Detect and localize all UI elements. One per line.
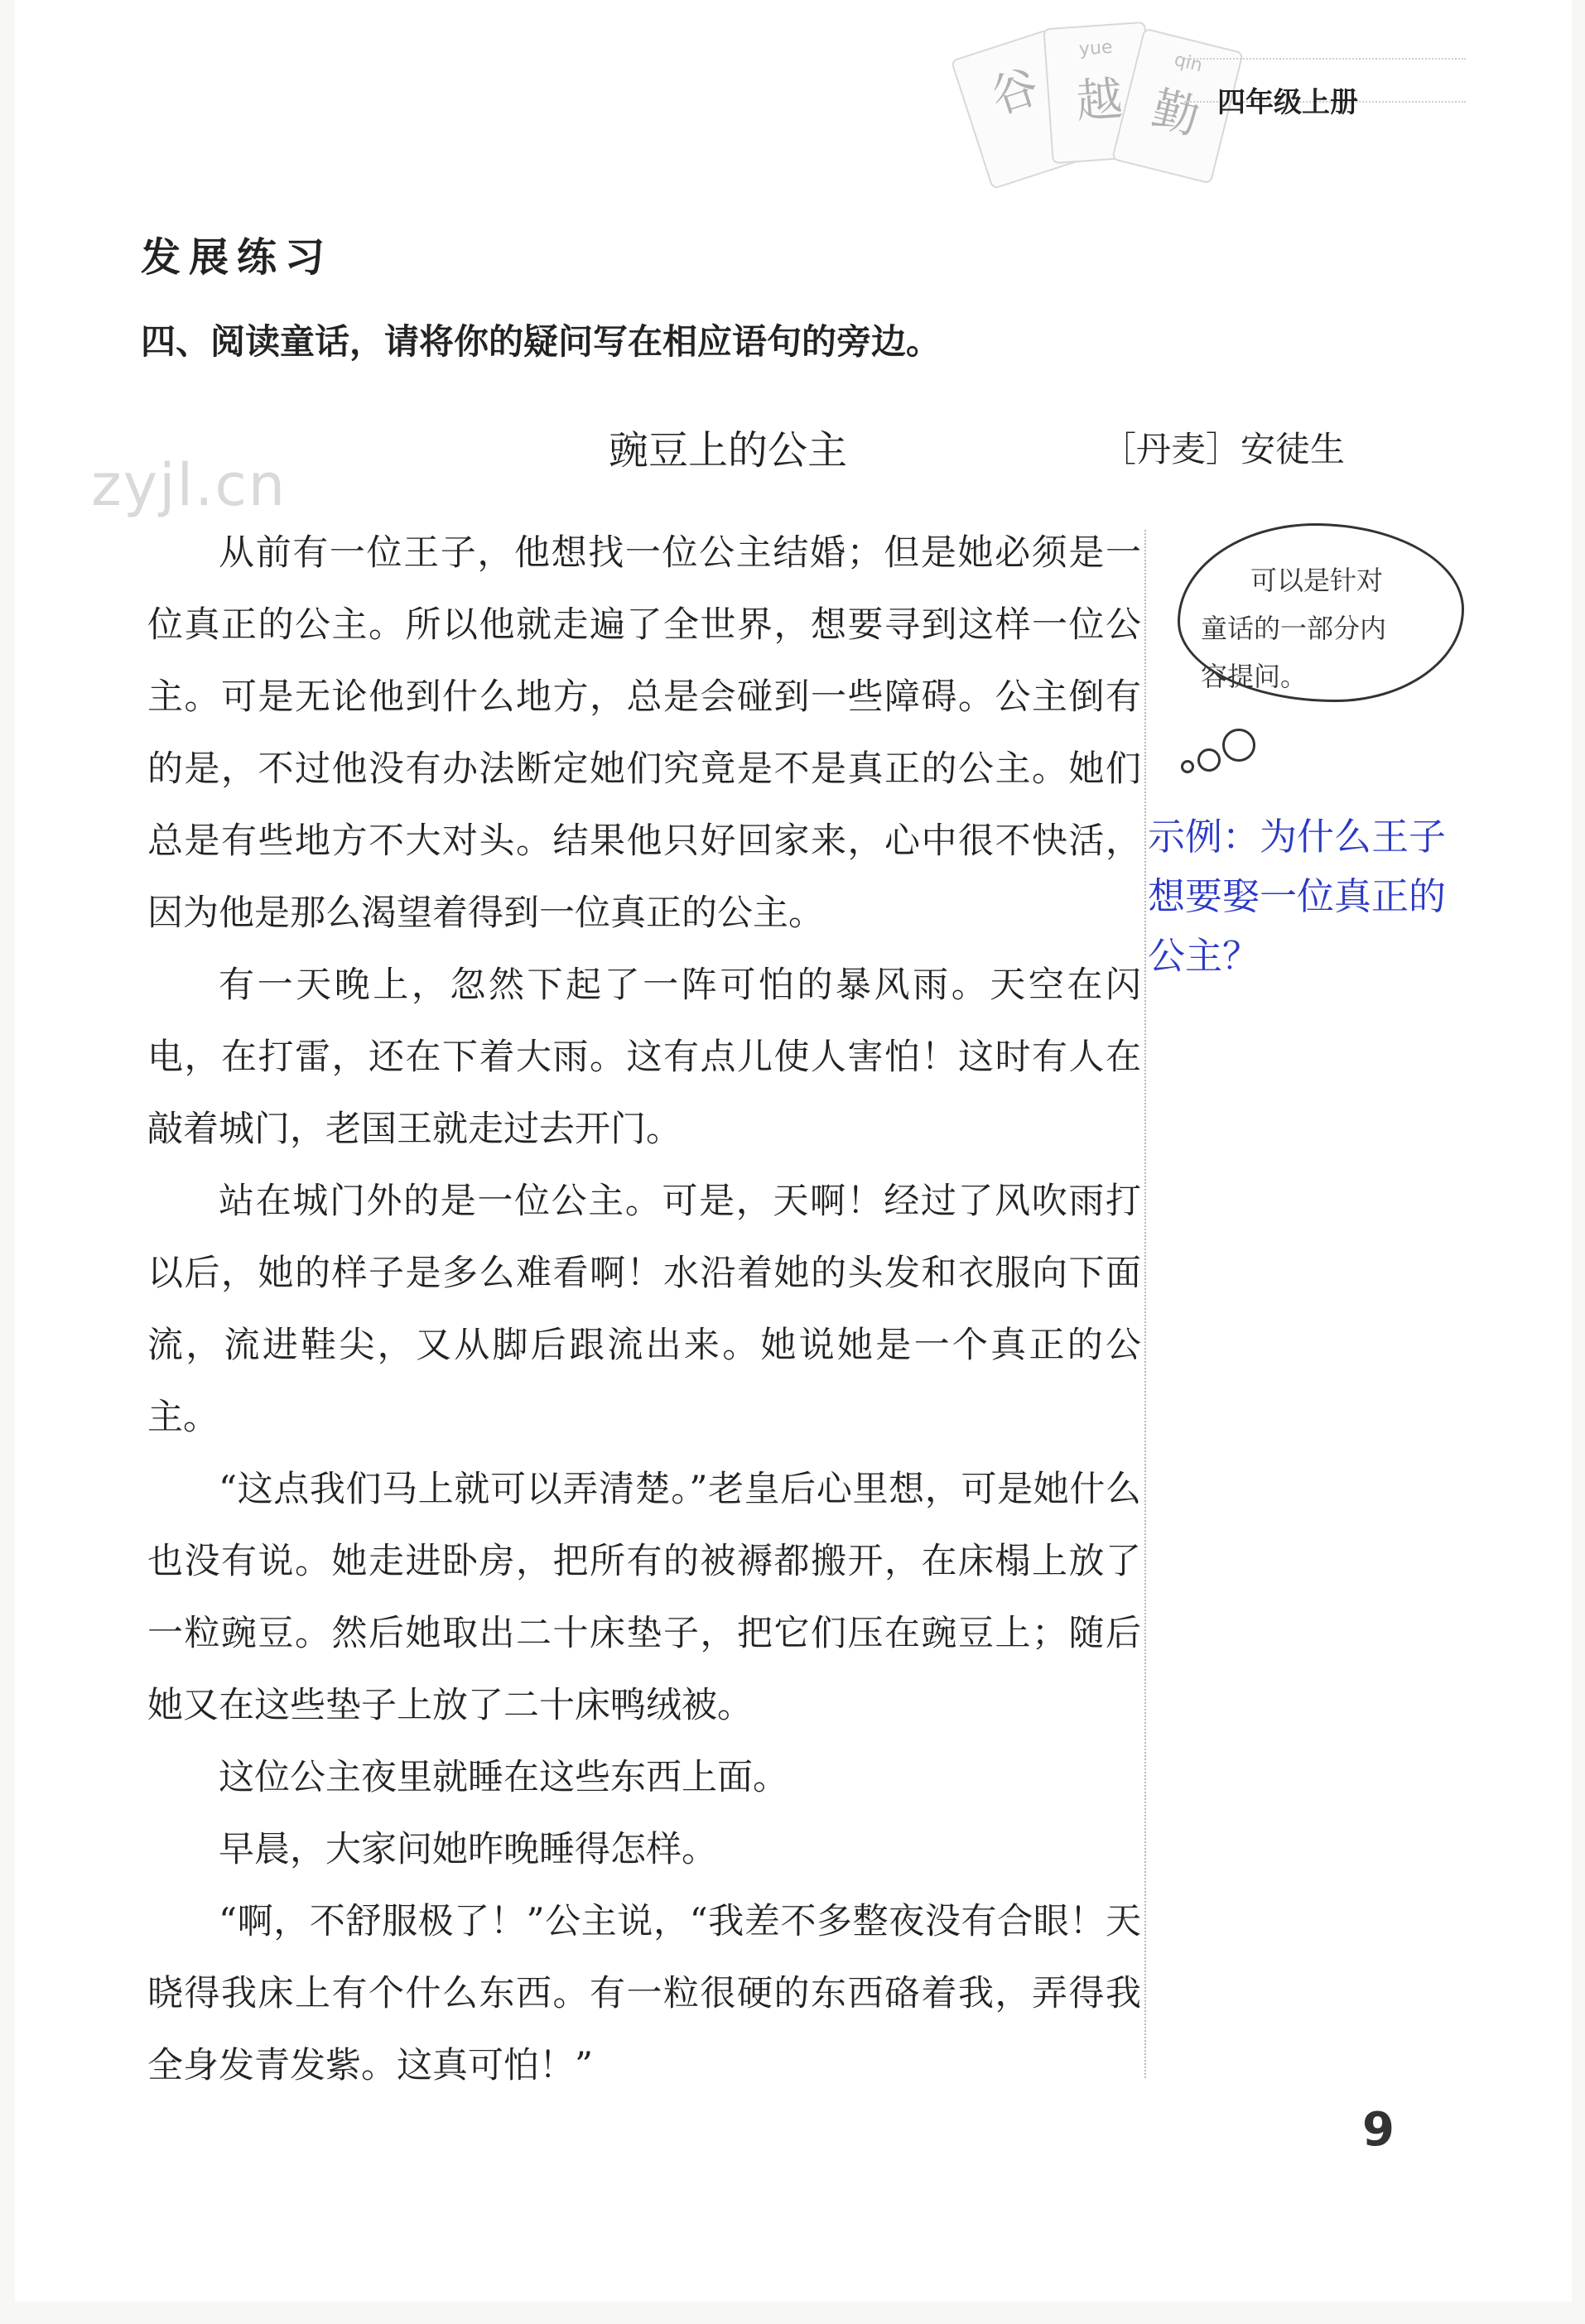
story-paragraph: 这位公主夜里就睡在这些东西上面。 xyxy=(219,1757,788,1798)
story-body xyxy=(147,517,1141,2102)
hint-line: 童话的一部分内 xyxy=(1201,613,1387,644)
series-logo xyxy=(952,17,1217,182)
story-paragraph: 从前有一位王子，他想找一位公主结婚；但是她必须是一位真正的公主。所以他就走遍了全世界，想要寻到这样一位公主。可是无论他到什么地方，总是会碰到一些障碍。公主倒有的是，不过他没有办法断定她们究竟是不是真正的公主。她们总是有些地方不大对头。结果他只好回家来，心中很不快活，因为他是那么渴望着得到一位真正的公主。 xyxy=(147,532,1141,934)
story-paragraph: “这点我们马上就可以弄清楚。”老皇后心里想，可是她什么也没有说。她走进卧房，把所有的被褥都搬开，在床榻上放了一粒豌豆。然后她取出二十床垫子，把它们压在豌豆上；随后她又在这些垫子上放了二十床鸭绒被。 xyxy=(147,1469,1141,1726)
story-paragraph: 站在城门外的是一位公主。可是，天啊！经过了风吹雨打以后，她的样子是多么难看啊！水沿着她的头发和衣服向下面流，流进鞋尖，又从脚后跟流出来。她说她是一个真正的公主。 xyxy=(147,1181,1141,1438)
question-prompt: 四、阅读童话，请将你的疑问写在相应语句的旁边。 xyxy=(141,321,942,362)
hint-line: 容提问。 xyxy=(1201,661,1308,692)
answer-text: 示例：为什么王子想要娶一位真正的公主？ xyxy=(1148,815,1447,978)
bubble-dot xyxy=(1197,748,1221,772)
logo-pinyin: yue xyxy=(1078,36,1114,60)
logo-char: 勤 xyxy=(1146,81,1205,146)
margin-divider xyxy=(1144,530,1146,2078)
logo-pinyin: qin xyxy=(1172,49,1205,77)
page-number: 9 xyxy=(1362,2103,1395,2157)
bubble-dot xyxy=(1181,760,1194,773)
section-title: 发展练习 xyxy=(141,234,334,281)
watermark: zyjl.cn xyxy=(91,451,287,519)
story-paragraph: 有一天晚上，忽然下起了一阵可怕的暴风雨。天空在闪电，在打雷，还在下着大雨。这有点儿使人害怕！这时有人在敲着城门，老国王就走过去开门。 xyxy=(147,965,1141,1150)
logo-char: 越 xyxy=(1074,72,1125,129)
logo-char: 谷 xyxy=(984,59,1046,126)
bubble-dot xyxy=(1222,729,1255,762)
story-title: 豌豆上的公主 xyxy=(609,427,848,474)
hint-text xyxy=(1201,556,1441,700)
story-paragraph: “啊，不舒服极了！”公主说，“我差不多整夜没有合眼！天晓得我床上有个什么东西。有一粒很硬的东西硌着我，弄得我全身发青发紫。这真可怕！” xyxy=(147,1901,1141,2086)
story-author: ［丹麦］安徒生 xyxy=(1101,429,1346,469)
hint-line: 可以是针对 xyxy=(1250,565,1384,596)
grade-label: 四年级上册 xyxy=(1217,86,1358,119)
story-paragraph: 早晨，大家问她昨晚睡得怎样。 xyxy=(219,1829,717,1870)
